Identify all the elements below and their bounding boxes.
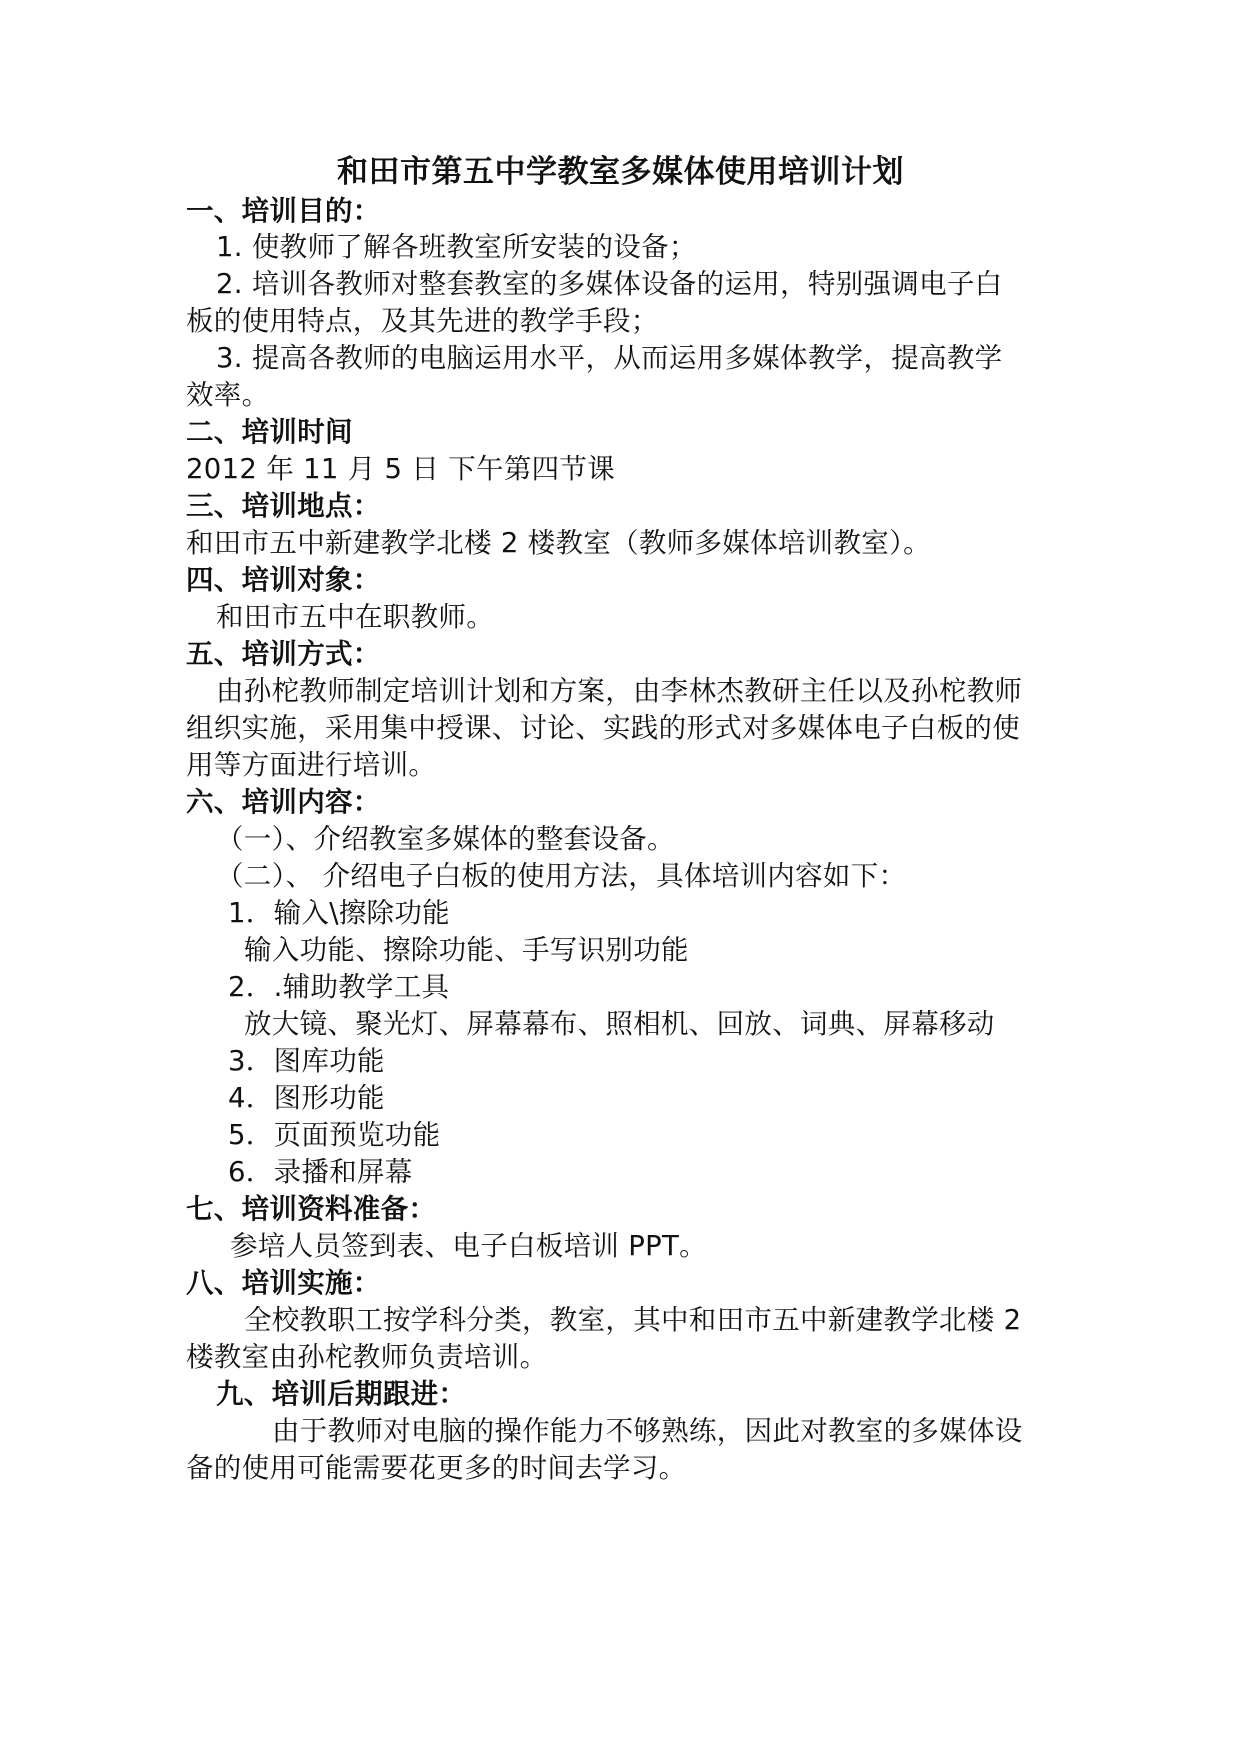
- purpose-item-1: 1. 使教师了解各班教室所安装的设备；: [216, 231, 697, 263]
- followup-text-1: 由于教师对电脑的操作能力不够熟练，因此对教室的多媒体设: [272, 1415, 1023, 1447]
- purpose-item-3: 3. 提高各教师的电脑运用水平，从而运用多媒体教学，提高教学: [216, 342, 1003, 374]
- training-audience: 和田市五中在职教师。: [216, 601, 494, 633]
- content-item-4: 4．图形功能: [228, 1082, 385, 1114]
- content-item-6: 6．录播和屏幕: [228, 1156, 413, 1188]
- content-item-1: 1．输入\擦除功能: [228, 897, 450, 929]
- section-heading-followup: 九、培训后期跟进：: [216, 1378, 467, 1410]
- section-heading-audience: 四、培训对象：: [186, 564, 381, 596]
- implementation-text-2: 楼教室由孙柁教师负责培训。: [186, 1341, 548, 1373]
- content-part-1: （一）、介绍教室多媒体的整套设备。: [216, 823, 675, 855]
- purpose-item-2-cont: 板的使用特点，及其先进的教学手段；: [186, 305, 659, 337]
- content-item-2: 2．.辅助教学工具: [228, 971, 450, 1003]
- content-item-1-detail: 输入功能、擦除功能、手写识别功能: [244, 934, 689, 966]
- training-time: 2012 年 11 月 5 日 下午第四节课: [186, 453, 616, 485]
- purpose-item-3-cont: 效率。: [186, 379, 270, 411]
- document-title: 和田市第五中学教室多媒体使用培训计划: [337, 154, 904, 190]
- training-location: 和田市五中新建教学北楼 2 楼教室（教师多媒体培训教室）。: [186, 527, 931, 559]
- section-heading-content: 六、培训内容：: [186, 786, 381, 818]
- section-heading-location: 三、培训地点：: [186, 490, 381, 522]
- section-heading-method: 五、培训方式：: [186, 638, 381, 670]
- method-text-3: 用等方面进行培训。: [186, 749, 437, 781]
- materials-text: 参培人员签到表、电子白板培训 PPT。: [230, 1230, 707, 1262]
- method-text-1: 由孙柁教师制定培训计划和方案，由李林杰教研主任以及孙柁教师: [216, 675, 1023, 707]
- section-heading-implementation: 八、培训实施：: [186, 1267, 381, 1299]
- section-heading-time: 二、培训时间: [186, 416, 353, 448]
- section-heading-purpose: 一、培训目的：: [186, 195, 381, 227]
- content-part-2: （二）、 介绍电子白板的使用方法，具体培训内容如下：: [216, 860, 907, 892]
- method-text-2: 组织实施，采用集中授课、讨论、实践的形式对多媒体电子白板的使: [186, 712, 1020, 744]
- content-item-3: 3．图库功能: [228, 1045, 385, 1077]
- content-item-5: 5．页面预览功能: [228, 1119, 441, 1151]
- purpose-item-2: 2. 培训各教师对整套教室的多媒体设备的运用，特别强调电子白: [216, 268, 1003, 300]
- section-heading-materials: 七、培训资料准备：: [186, 1193, 437, 1225]
- followup-text-2: 备的使用可能需要花更多的时间去学习。: [186, 1452, 687, 1484]
- content-item-2-detail: 放大镜、聚光灯、屏幕幕布、照相机、回放、词典、屏幕移动: [244, 1008, 995, 1040]
- implementation-text-1: 全校教职工按学科分类，教室，其中和田市五中新建教学北楼 2: [244, 1304, 1022, 1336]
